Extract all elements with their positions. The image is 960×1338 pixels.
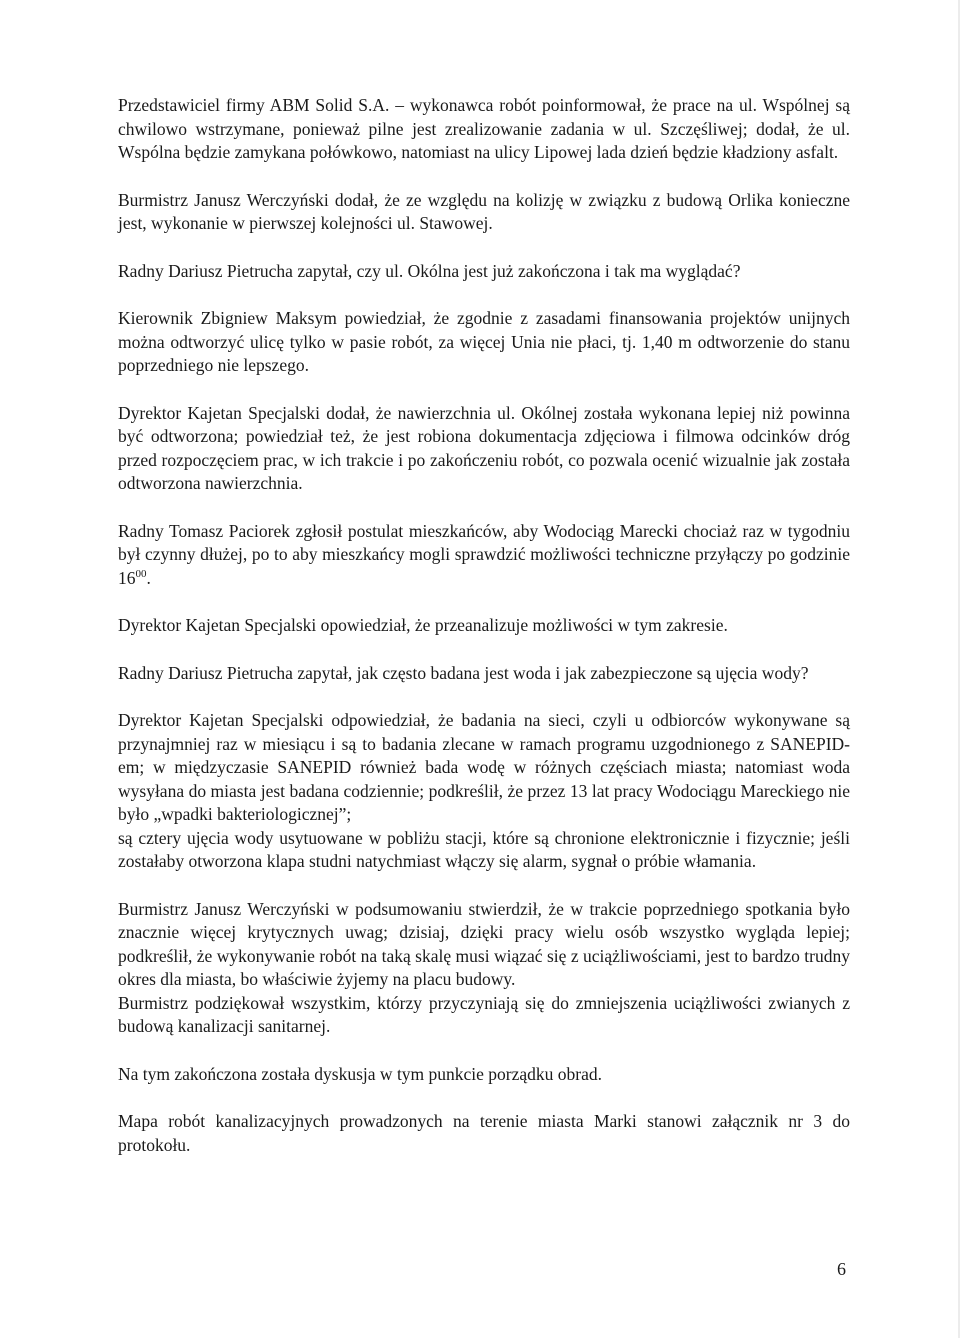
paragraph-6 [118,520,850,591]
paragraph-13: Na tym zakończona została dyskusja w tym punkcie porządku obrad. [118,1063,603,1084]
paragraph-9: Dyrektor Kajetan Specjalski odpowiedział, że badania na sieci, czyli u odbiorców wykonywane są przynajmniej raz w miesiącu i są to badania zlecane w ramach programu uzgodnionego z SANEPID-em; w międzyczasie SANEPID również bada wodę w różnych częściach miasta; natomiast woda wysyłana do miasta jest badana codziennie; podkreślił, że przez 13 lat pracy Wodociągu Mareckiego nie było „wpadki bakteriologicznej”; [118,710,850,824]
paragraph-11: Burmistrz Janusz Werczyński w podsumowaniu stwierdził, że w trakcie poprzedniego spotkania było znacznie więcej krytycznych uwag; dzisiaj, dzięki pracy wielu osób wszystko wygląda lepiej; podkreślił, że wykonywanie robót na taką skalę musi wiązać się z uciążliwościami, jest to bardzo trudny okres dla miasta, bo właściwie żyjemy na placu budowy. [118,898,850,989]
document-body [118,94,850,1181]
paragraph-6-suffix: . [146,567,151,588]
paragraph-8: Radny Dariusz Pietrucha zapytał, jak często badana jest woda i jak zabezpieczone są ujęcia wody? [118,662,809,683]
paragraph-4: Kierownik Zbigniew Maksym powiedział, że zgodnie z zasadami finansowania projektów unijnych można odtworzyć ulicę tylko w pasie robót, za więcej Unia nie płaci, tj. 1,40 m odtworzenie do stanu poprzedniego nie lepszego. [118,308,850,375]
paragraph-7: Dyrektor Kajetan Specjalski opowiedział, że przeanalizuje możliwości w tym zakresie. [118,615,728,635]
paragraph-6-text: Radny Tomasz Paciorek zgłosił postulat mieszkańców, aby Wodociąg Marecki chociaż raz w tygodniu był czynny dłużej, po to aby mieszkańcy mogli sprawdzić możliwości techniczne przyłączy po godzinie 16 [118,520,850,588]
paragraph-3: Radny Dariusz Pietrucha zapytał, czy ul. Okólna jest już zakończona i tak ma wyglądać? [118,260,741,281]
paragraph-5: Dyrektor Kajetan Specjalski dodał, że nawierzchnia ul. Okólnej została wykonana lepiej niż powinna być odtworzona; powiedział też, że jest robiona dokumentacja zdjęciowa i filmowa odcinków dróg przed rozpoczęciem prac, w ich trakcie i po zakończeniu robót, co pozwala ocenić wizualnie jak została odtworzona nawierzchnia. [118,402,850,493]
paragraph-6-superscript: 00 [135,567,147,580]
paragraph-1: Przedstawiciel firmy ABM Solid S.A. – wykonawca robót poinformował, że prace na ul. Wspólnej są chwilowo wstrzymane, ponieważ pilne jest zrealizowanie zadania w ul. Szczęśliwej; dodał, że ul. Wspólna będzie zamykana połówkowo, natomiast na ulicy Lipowej lada dzień będzie kładziony asfalt. [118,95,850,162]
paragraph-2: Burmistrz Janusz Werczyński dodał, że ze względu na kolizję w związku z budową Orlika konieczne jest, wykonanie w pierwszej kolejności ul. Stawowej. [118,189,850,233]
paragraph-10: są cztery ujęcia wody usytuowane w pobliżu stacji, które są chronione elektronicznie i fizycznie; jeśli zostałaby otworzona klapa studni natychmiast włączy się alarm, sygnał o próbie włamania. [118,827,850,871]
page-number: 6 [837,1259,846,1279]
paragraph-12: Burmistrz podziękował wszystkim, którzy przyczyniają się do zmniejszenia uciążliwości zwianych z budową kanalizacji sanitarnej. [118,992,850,1036]
paragraph-14: Mapa robót kanalizacyjnych prowadzonych na terenie miasta Marki stanowi załącznik nr 3 do protokołu. [118,1111,850,1155]
